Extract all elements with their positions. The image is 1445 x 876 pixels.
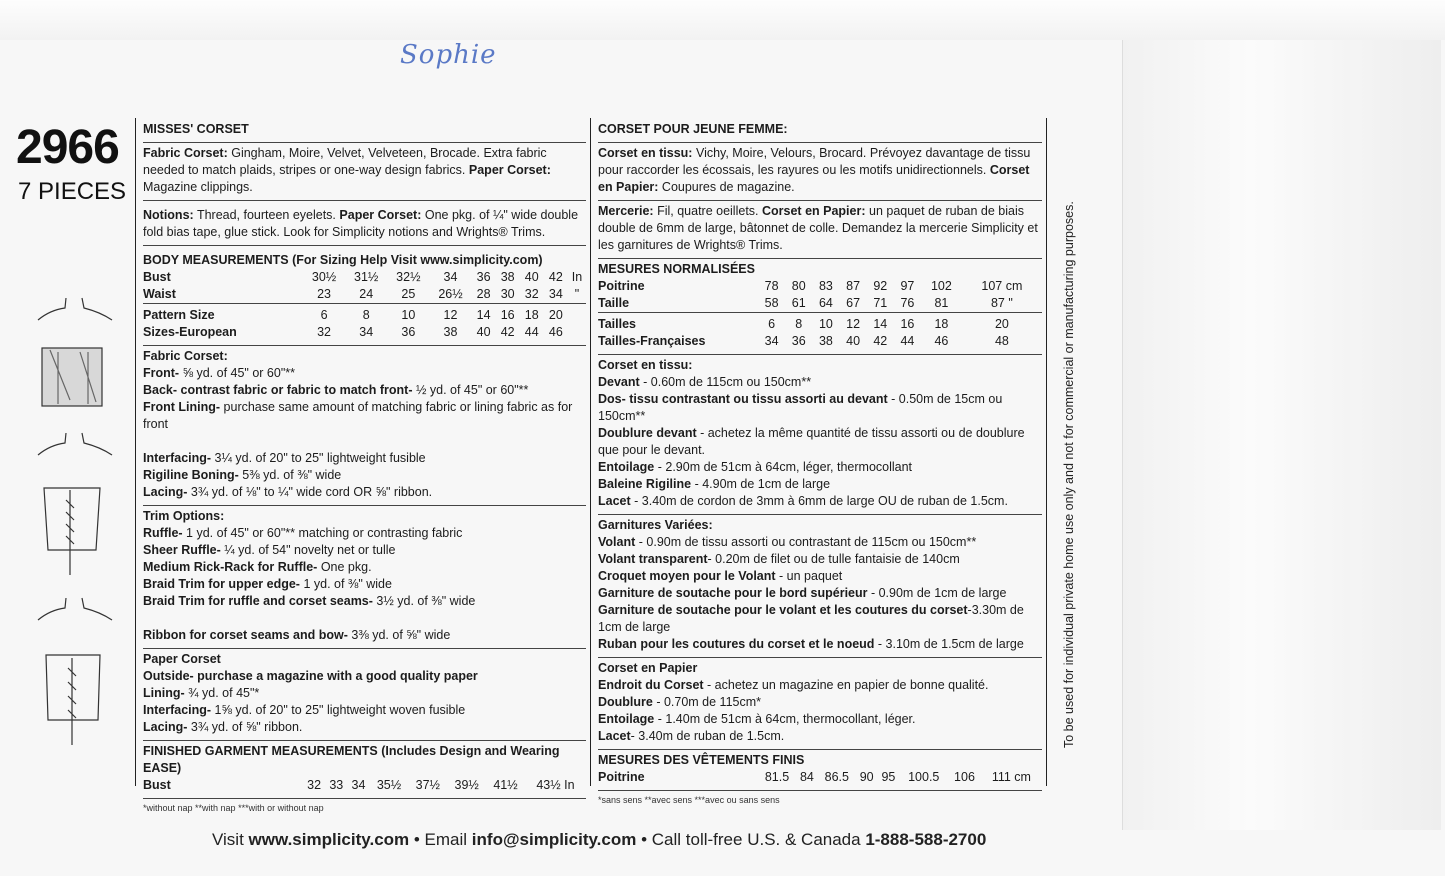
figure-3-shoulders: [38, 598, 112, 620]
usage-notice: To be used for individual private home use only and not for commercial or manufacturing purposes.: [1062, 201, 1076, 748]
website-link[interactable]: www.simplicity.com: [248, 830, 410, 849]
en-paper-heading: Paper Corset: [143, 652, 221, 666]
en-fabric-corset-heading: Fabric Corset:: [143, 349, 228, 363]
envelope-top-edge: [0, 0, 1445, 40]
figure-2-shoulders: [38, 433, 112, 455]
fr-paper-heading: Corset en Papier: [598, 661, 698, 675]
fr-notions-paper-label: Corset en Papier:: [762, 204, 866, 218]
en-sizes-eu-label: Sizes-European: [143, 325, 237, 339]
figure-1-corset: [42, 348, 102, 406]
en-fabric-text: Gingham, Moire, Velvet, Velveteen, Brocade. Extra fabric needed to match plaids, stripes or one-way design fabrics.: [143, 146, 547, 177]
french-column: CORSET POUR JEUNE FEMME: Corset en tissu: Vichy, Moire, Velours, Brocard. Prévoyez davantage de tissu pour raccorder les écossais, les rayures ou les motifs unidirectionnels. Corset en Papier: Coupures de magazine. Mercerie: Fil, quatre oeillets. Corset en Papier: un paquet de ruban de biais double de 6mm de large, bâtonnet de colle. Demandez la mercerie Simplicity et les garnitures de Wrights® Trims. MESURES NORMALISÉES Poitrine 78 80 83 87 92 97 102 107 cm Taille 58 61 64 67 71 76 81 87 " Tailles 6 8 10 12 14 16 18 20 Tailles-Françaises 34 36 38 40 42 44 46 48 Corset en tissu: Devant - 0.60m de 115cm ou 150cm** Dos- tissu contrastant ou tissu assorti au devant - 0.50m de 15cm ou 150cm** Doublure devant - achetez la même quantité de tissu assorti ou de doublure que pour le devant. Entoilage - 2.90m de 51cm à 64cm, léger, thermocollant Baleine Rigiline - 4.90m de 1cm de large Lacet - 3.40m de cordon de 3mm à 6mm de large OU de ruban de 1.5cm. Garnitures Variées: Volant - 0.90m de tissu assorti ou contrastant de 115cm ou 150cm** Volant transparent- 0.20m de filet ou de tulle fantaisie de 140cm Croquet moyen pour le Volant - un paquet Garniture de soutache pour le bord supérieur - 0.90m de 1cm de large Garniture de soutache pour le volant et les coutures du corset-3.30m de 1cm de large Ruban pour les coutures du corset et le noeud - 3.10m de 1.5cm de large Corset en Papier Endroit du Corset - achetez un magazine en papier de bonne qualité. Doublure - 0.70m de 115cm* Entoilage - 1.40m de 51cm à 64cm, thermocollant, léger. Lacet- 3.40m de ruban de 1.5cm. MESURES DES VÊTEMENTS FINIS Poitrine 81.5 84 86.5 90 95 100.5 106 111 cm *sans sens **avec sens ***avec ou sans sens: [598, 119, 1042, 813]
en-pattern-size-label: Pattern Size: [143, 308, 215, 322]
en-footnote: *without nap **with nap ***with or without nap: [143, 798, 586, 817]
fr-title: CORSET POUR JEUNE FEMME:: [598, 122, 788, 136]
right-divider: [1046, 118, 1047, 786]
contact-footer: Visit www.simplicity.com • Email info@simplicity.com • Call toll-free U.S. & Canada 1-888-588-2700: [212, 830, 987, 849]
garment-figures: [30, 290, 120, 770]
en-body-heading: BODY MEASUREMENTS (For Sizing Help Visit www.simplicity.com): [143, 253, 543, 267]
en-finished-table: Bust 32 33 34 35½ 37½ 39½ 41½ 43½ In: [143, 778, 575, 792]
email-link[interactable]: info@simplicity.com: [471, 830, 637, 849]
fr-trim-heading: Garnitures Variées:: [598, 518, 713, 532]
fr-footnote: *sans sens **avec sens ***avec ou sans sens: [598, 790, 1042, 809]
left-divider: [135, 118, 136, 786]
english-column: MISSES' CORSET Fabric Corset: Gingham, Moire, Velvet, Velveteen, Brocade. Extra fabric needed to match plaids, stripes or one-way design fabrics. Paper Corset: Magazine clippings. Notions: Thread, fourteen eyelets. Paper Corset: One pkg. of ¼" wide double fold bias tape, glue stick. Look for Simplicity notions and Wrights® Trims. BODY MEASUREMENTS (For Sizing Help Visit www.simplicity.com) Bust 30½ 31½ 32½ 34 36 38 40 42 In Waist 23 24 25 26½ 28 30 32 34 " Pattern Size 6 8 10 12 14 16 18 20 Sizes-European 32 34 36 38 40 42 44 46 Fabric Corset: Front- ⅝ yd. of 45" or 60"** Back- contrast fabric or fabric to match front- ½ yd. of 45" or 60"** Front Lining- purchase same amount of matching fabric or lining fabric as for front Interfacing- 3¼ yd. of 20" to 25" lightweight fusible Rigiline Boning- 5⅜ yd. of ⅜" wide Lacing- 3¾ yd. of ⅛" to ¼" wide cord OR ⅝" ribbon. Trim Options: Ruffle- 1 yd. of 45" or 60"** matching or contrasting fabric Sheer Ruffle- ¼ yd. of 54" novelty net or tulle Medium Rick-Rack for Ruffle- One pkg. Braid Trim for upper edge- 1 yd. of ⅜" wide Braid Trim for ruffle and corset seams- 3½ yd. of ⅜" wide Ribbon for corset seams and bow- 3⅜ yd. of ⅝" wide Paper Corset Outside- purchase a magazine with a good quality paper Lining- ¾ yd. of 45"* Interfacing- 1⅝ yd. of 20" to 25" lightweight woven fusible Lacing- 3¾ yd. of ⅝" ribbon. FINISHED GARMENT MEASUREMENTS (Includes Design and Wearing EASE) Bust 32 33 34 35½ 37½ 39½ 41½ 43½ In *without nap **with nap ***with or without nap: [143, 119, 586, 821]
en-paper-text: Magazine clippings.: [143, 180, 253, 194]
fr-fabric-corset-heading: Corset en tissu:: [598, 358, 693, 372]
en-fabric-label: Fabric Corset:: [143, 146, 228, 160]
en-paper-label: Paper Corset:: [468, 163, 551, 177]
pattern-number: 2966: [16, 121, 119, 174]
en-bust-label: Bust: [143, 270, 171, 284]
en-notions-text: Thread, fourteen eyelets.: [196, 208, 336, 222]
fr-notions-label: Mercerie:: [598, 204, 654, 218]
en-waist-label: Waist: [143, 287, 176, 301]
fr-fabric-text: Vichy, Moire, Velours, Brocard. Prévoyez davantage de tissu pour raccorder les écossais, les rayures ou les motifs unidirectionnels.: [598, 146, 1031, 177]
fr-finished-table: Poitrine 81.5 84 86.5 90 95 100.5 106 111 cm: [598, 770, 1031, 784]
center-divider: [590, 118, 591, 786]
en-body-table: Bust 30½ 31½ 32½ 34 36 38 40 42 In Waist 23 24 25 26½ 28 30 32 34 " Pattern Size 6 8 10 12 14 16 18 20 Sizes-European 32 34 36 38 40 42 44 46: [143, 269, 586, 341]
en-title: MISSES' CORSET: [143, 122, 249, 136]
figure-1-shoulders: [38, 298, 112, 320]
fr-fabric-label: Corset en tissu:: [598, 146, 693, 160]
fr-notions-text: Fil, quatre oeillets.: [657, 204, 759, 218]
handwritten-name: Sophie: [400, 40, 497, 70]
phone-number: 1-888-588-2700: [865, 830, 987, 849]
fr-body-heading: MESURES NORMALISÉES: [598, 262, 755, 276]
en-trim-heading: Trim Options:: [143, 509, 225, 523]
en-finished-heading: FINISHED GARMENT MEASUREMENTS (Includes Design and Wearing EASE): [143, 744, 560, 775]
en-notions-label: Notions:: [143, 208, 194, 222]
fr-paper-text: Coupures de magazine.: [661, 180, 795, 194]
en-notions-paper-text: One pkg. of ¼" wide double fold bias tape, glue stick. Look for Simplicity notions and Wrights® Trims.: [143, 208, 579, 239]
en-notions-paper-label: Paper Corset:: [339, 208, 422, 222]
fr-body-table: Poitrine 78 80 83 87 92 97 102 107 cm Taille 58 61 64 67 71 76 81 87 " Tailles 6 8 10 12 14 16 18 20 Tailles-Françaises 34 36 38 40 42 44 46 48: [598, 278, 1042, 350]
fr-paper-label: Corset en Papier:: [598, 163, 1030, 194]
figure-2-corset: [44, 488, 100, 550]
fr-finished-heading: MESURES DES VÊTEMENTS FINIS: [598, 753, 805, 767]
fr-notions-paper-text: un paquet de ruban de biais double de 6mm de large, bâtonnet de colle. Demandez la mercerie Simplicity et les garnitures de Wrights® Trims.: [598, 204, 1038, 252]
envelope-flap: [1122, 40, 1441, 830]
pieces-count: 7 PIECES: [18, 178, 127, 205]
